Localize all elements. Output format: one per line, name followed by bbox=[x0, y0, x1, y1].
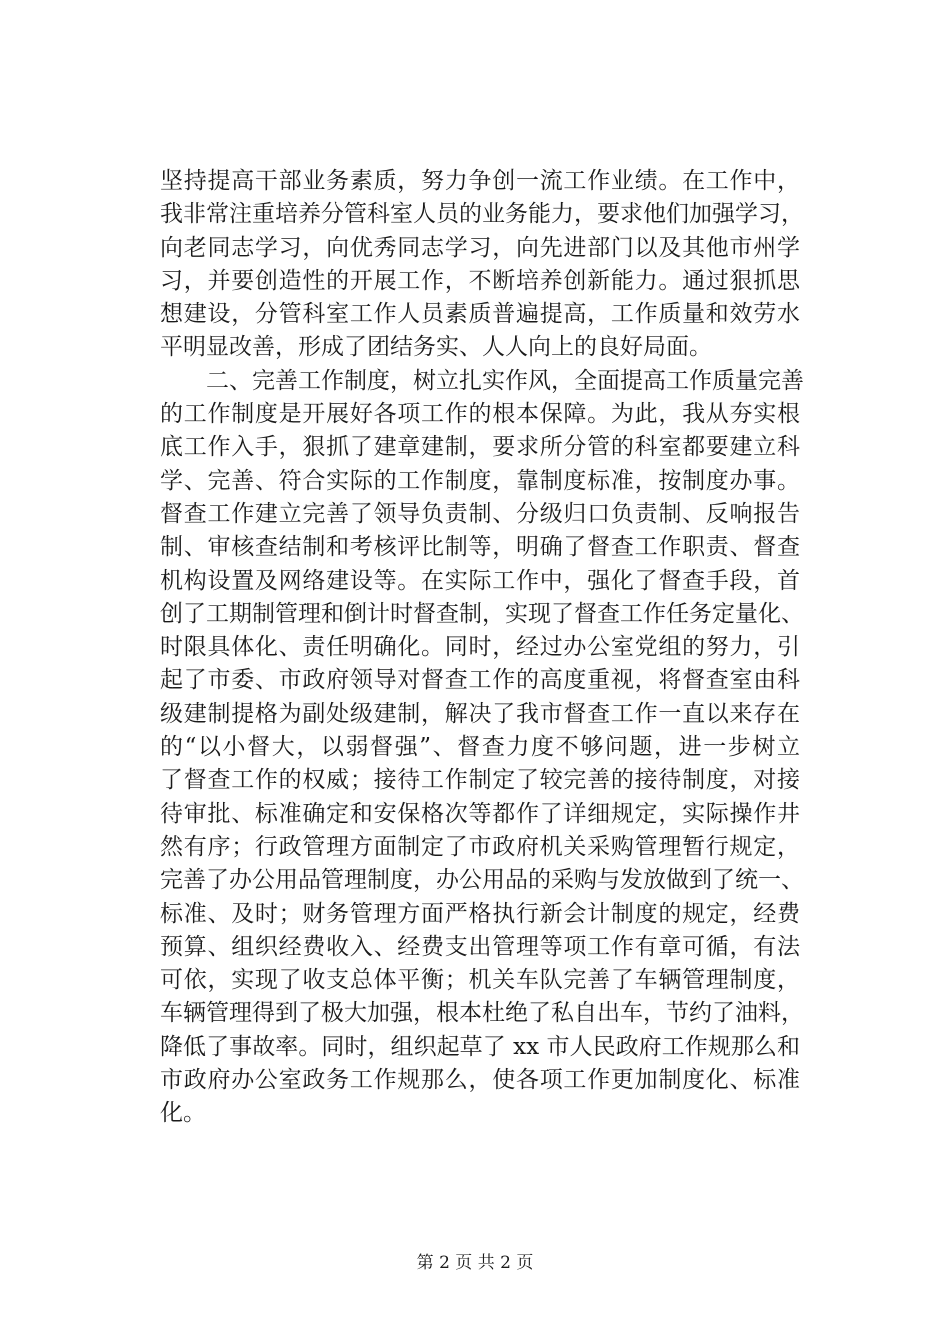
text-line: 待审批、标准确定和安保格次等都作了详细规定，实际操作井 bbox=[160, 800, 800, 827]
text-line: 标准、及时；财务管理方面严格执行新会计制度的规定，经费 bbox=[160, 900, 800, 927]
text-line: 预算、组织经费收入、经费支出管理等项工作有章可循，有法 bbox=[160, 933, 800, 960]
text-line: 然有序；行政管理方面制定了市政府机关采购管理暂行规定， bbox=[160, 833, 800, 860]
document-body bbox=[160, 165, 804, 1131]
text-line: 的“以小督大，以弱督强”、督查力度不够问题，进一步树立 bbox=[160, 734, 800, 761]
text-line: 习，并要创造性的开展工作，不断培养创新能力。通过狠抓思 bbox=[160, 267, 800, 294]
text-line: 化。 bbox=[160, 1100, 206, 1127]
text-line: 我非常注重培养分管科室人员的业务能力，要求他们加强学习， bbox=[160, 201, 804, 228]
text-line: 创了工期制管理和倒计时督查制，实现了督查工作任务定量化、 bbox=[160, 600, 804, 627]
text-line: 平明显改善，形成了团结务实、人人向上的良好局面。 bbox=[160, 334, 712, 361]
text-line: 可依，实现了收支总体平衡；机关车队完善了车辆管理制度， bbox=[160, 967, 800, 994]
text-line: 机构设置及网络建设等。在实际工作中，强化了督查手段，首 bbox=[160, 567, 800, 594]
text-line: 的工作制度是开展好各项工作的根本保障。为此，我从夯实根 bbox=[160, 401, 800, 428]
text-line: 坚持提高干部业务素质，努力争创一流工作业绩。在工作中， bbox=[160, 168, 800, 194]
text-line: 时限具体化、责任明确化。同时，经过办公室党组的努力，引 bbox=[160, 634, 800, 661]
text-line: 督查工作建立完善了领导负责制、分级归口负责制、反响报告 bbox=[160, 500, 800, 527]
text-line: 起了市委、市政府领导对督查工作的高度重视，将督查室由科 bbox=[160, 667, 800, 694]
text-line: 级建制提格为副处级建制，解决了我市督查工作一直以来存在 bbox=[160, 700, 800, 727]
page-number-footer: 第 2 页 共 2 页 bbox=[416, 1253, 534, 1273]
text-line: 底工作入手，狠抓了建章建制，要求所分管的科室都要建立科 bbox=[160, 434, 800, 461]
text-line: 想建设，分管科室工作人员素质普遍提高，工作质量和效劳水 bbox=[160, 301, 800, 328]
text-line: 制、审核查结制和考核评比制等，明确了督查工作职责、督查 bbox=[160, 534, 800, 561]
text-line: 市政府办公室政务工作规那么，使各项工作更加制度化、标准 bbox=[160, 1067, 800, 1094]
text-line: 向老同志学习，向优秀同志学习，向先进部门以及其他市州学 bbox=[160, 234, 800, 261]
text-line: 了督查工作的权威；接待工作制定了较完善的接待制度，对接 bbox=[160, 767, 800, 794]
text-line: 车辆管理得到了极大加强，根本杜绝了私自出车，节约了油料， bbox=[160, 1000, 804, 1027]
text-line: 学、完善、符合实际的工作制度，靠制度标准，按制度办事。 bbox=[160, 467, 800, 494]
text-line: 二、完善工作制度，树立扎实作风，全面提高工作质量完善 bbox=[160, 367, 804, 394]
text-line: 降低了事故率。同时，组织起草了 xx 市人民政府工作规那么和 bbox=[160, 1033, 800, 1060]
text-line: 完善了办公用品管理制度，办公用品的采购与发放做到了统一、 bbox=[160, 867, 804, 894]
